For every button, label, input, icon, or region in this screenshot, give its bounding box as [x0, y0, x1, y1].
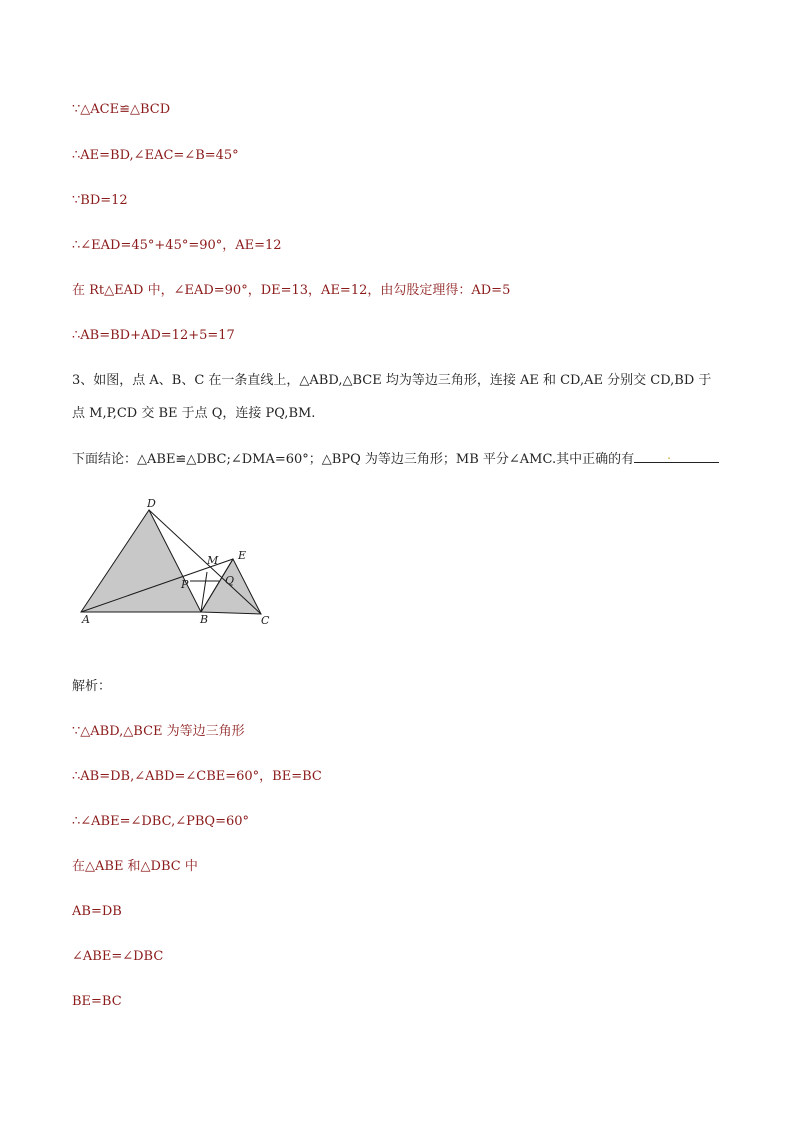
label-d: D [147, 497, 156, 510]
solution-line-2: ∴AE=BD,∠EAC=∠B=45° [72, 148, 239, 163]
problem-line-2: 点 M,P,CD 交 BE 于点 Q，连接 PQ,BM. [72, 406, 316, 421]
problem-line-3 [72, 450, 719, 469]
analysis-line-3: ∴∠ABE=∠DBC,∠PBQ=60° [72, 814, 249, 829]
label-p: P [181, 578, 189, 591]
problem-line-1: 3、如图，点 A、B、C 在一条直线上，△ABD,△BCE 均为等边三角形，连接 AE 和 CD,AE 分别交 CD,BD 于 [72, 373, 712, 388]
label-q: Q [225, 574, 235, 587]
blank-mark: . [667, 448, 671, 462]
answer-blank[interactable] [634, 450, 719, 463]
analysis-line-7: BE=BC [72, 994, 122, 1009]
analysis-line-4: 在△ABE 和△DBC 中 [72, 859, 198, 874]
analysis-line-6: ∠ABE=∠DBC [72, 949, 164, 964]
label-c: C [261, 614, 270, 627]
analysis-title: 解析： [72, 679, 112, 694]
geometry-figure [76, 492, 286, 632]
solution-line-6: ∴AB=BD+AD=12+5=17 [72, 328, 235, 343]
problem-statement: 下面结论：△ABE≌△DBC;∠DMA=60°；△BPQ 为等边三角形；MB 平分∠AMC.其中正确的有 [72, 452, 635, 467]
solution-line-1: ∵△ACE≌△BCD [72, 102, 171, 117]
analysis-line-5: AB=DB [72, 904, 122, 919]
solution-line-3: ∵BD=12 [72, 193, 128, 208]
label-b: B [200, 613, 209, 626]
solution-line-4: ∴∠EAD=45°+45°=90°，AE=12 [72, 238, 282, 253]
label-m: M [207, 554, 219, 567]
triangle-abd [81, 510, 201, 612]
solution-line-5: 在 Rt△EAD 中，∠EAD=90°，DE=13，AE=12，由勾股定理得：AD=5 [72, 283, 511, 298]
label-a: A [82, 613, 90, 626]
analysis-line-1: ∵△ABD,△BCE 为等边三角形 [72, 724, 245, 739]
label-e: E [238, 549, 247, 562]
analysis-line-2: ∴AB=DB,∠ABD=∠CBE=60°，BE=BC [72, 769, 322, 784]
